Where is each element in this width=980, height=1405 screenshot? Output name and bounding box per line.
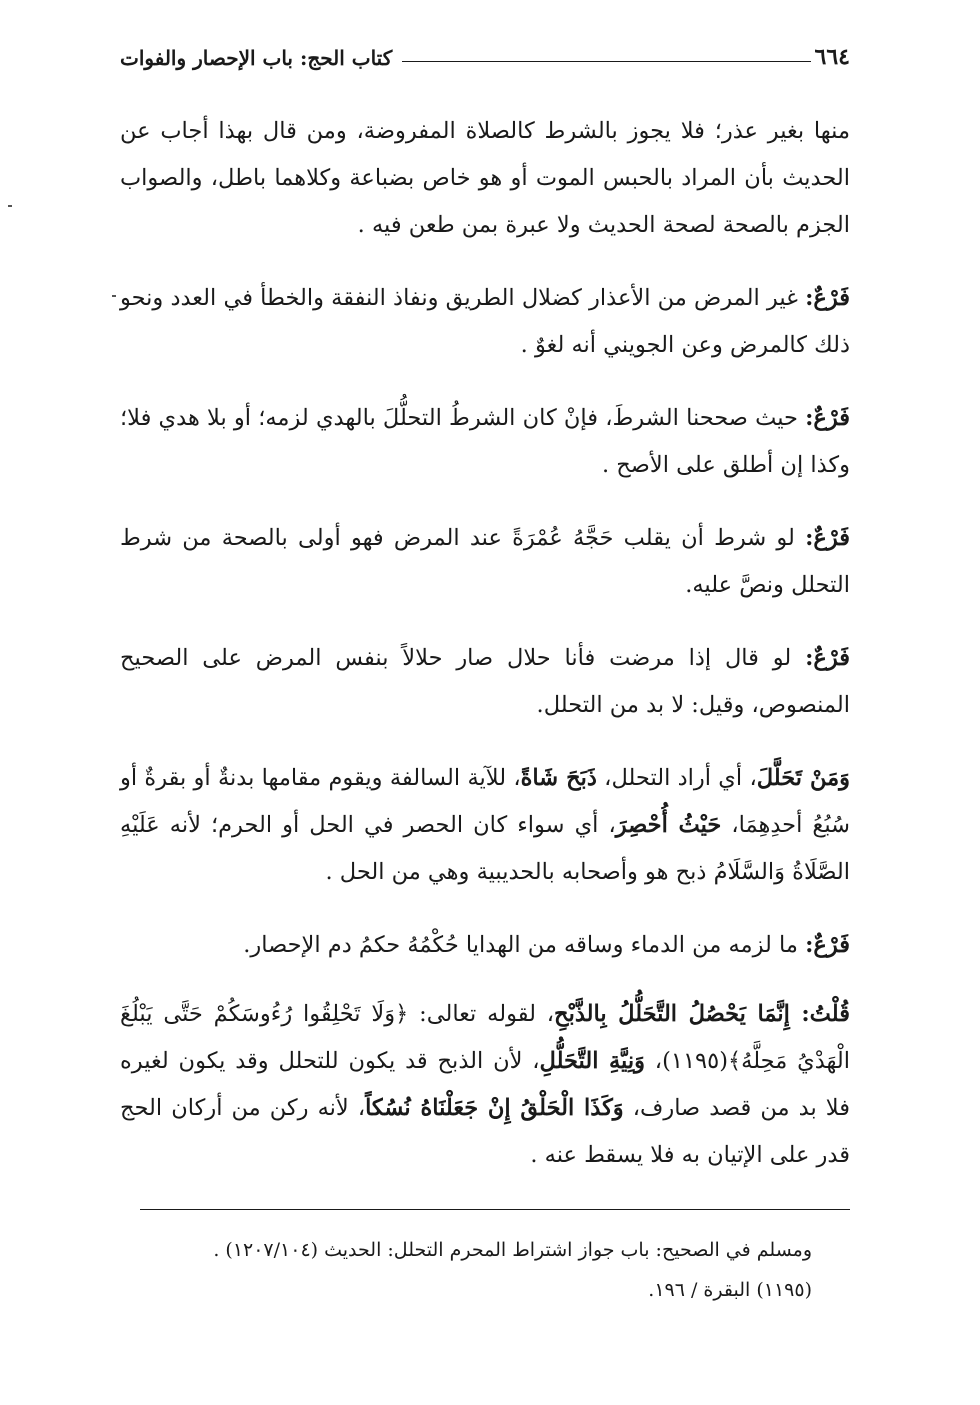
paragraph-text: غير المرض من الأعذار كضلال الطريق ونفاذ النفقة والخطأ في العدد ونحو ذلك كالمرض وعن الجويني أنه لغوٌ . <box>120 285 850 358</box>
far-label: فَرْعٌ: <box>805 405 850 431</box>
paragraph-text: حيث صححنا الشرطَ، فإنْ كان الشرطُ التحلُّلَ بالهدي لزمه؛ أو بلا هدي فلا؛ وكذا إن أطلق على الأصح . <box>120 405 850 478</box>
commentary-text: ، أي أراد التحلل، <box>596 765 757 791</box>
matn-text: وَنِيَّةِ التَّحَلُّلِ <box>539 1048 645 1074</box>
footnote-2: (١١٩٥) البقرة / ١٩٦. <box>648 1279 812 1301</box>
commentary-text: ، أي سواء كان الحصر في الحل أو الحرم؛ لأنه عَلَيْهِ الصَّلَاةُ وَالسَّلَامُ ذبح هو وأصحابه بالحديبية وهي من الحل . <box>120 812 850 885</box>
matn-text: وَكَذَا الْحَلْقُ إِنْ جَعَلْنَاهُ نُسُكاً <box>365 1095 624 1121</box>
qultu-paragraph <box>120 991 850 1179</box>
chapter-title: كتاب الحج: باب الإحصار والفوات <box>120 46 393 70</box>
far-label: فَرْعٌ: <box>805 645 850 671</box>
paragraph-1 <box>120 108 850 249</box>
far-label: فَرْعٌ: <box>805 932 850 958</box>
running-header <box>120 30 850 70</box>
far-paragraph-3 <box>120 395 850 489</box>
commentary-text: ، لأن الذبح قد يكون للتحلل وقد يكون لغيره فلا بد من قصد صارف، <box>120 1048 850 1121</box>
far-paragraph-last <box>120 922 850 969</box>
far-label: فَرْعٌ: <box>805 525 850 551</box>
matn-text: حَيْثُ أُحْصِرَ <box>615 812 722 838</box>
matn-paragraph <box>120 755 850 896</box>
far-label: فَرْعٌ: <box>805 285 850 311</box>
scan-speck <box>8 205 12 207</box>
commentary-text: ، لأنه ركن من أركان الحج قدر على الإتيان به فلا يسقط عنه . <box>120 1095 850 1168</box>
document-page <box>120 30 850 1310</box>
paragraph-text: لو شرط أن يقلب حَجَّهُ عُمْرَةً عند المرض فهو أولى بالصحة من شرط التحلل ونصَّ عليه. <box>120 525 850 598</box>
commentary-text: ، لقوله تعالى: ﴿وَلَا تَحْلِقُوا رُءُوسَكُمْ حَتَّى يَبْلُغَ الْهَدْيُ مَحِلَّهُ﴾(١١٩٥)، <box>120 1001 850 1074</box>
page-number: ٦٦٤ <box>814 44 850 70</box>
matn-text: ذَبَحَ شَاةً <box>520 765 597 791</box>
header-rule <box>402 61 810 62</box>
far-paragraph-2 <box>120 275 850 369</box>
paragraph-text: منها بغير عذر؛ فلا يجوز بالشرط كالصلاة المفروضة، ومن قال بهذا أجاب عن الحديث بأن المراد بالحبس الموت أو هو خاص بضباعة وكلاهما باطل، والصواب الجزم بالصحة لصحة الحديث ولا عبرة بمن طعن فيه . <box>120 118 850 238</box>
scan-speck <box>112 295 116 297</box>
matn-text: قُلْتُ: إِنَّمَا يَحْصُلُ التَّحَلُّلُ بِالذَّبْحِ <box>554 1001 850 1027</box>
footnote-separator <box>140 1209 850 1210</box>
far-paragraph-4 <box>120 515 850 609</box>
far-paragraph-5 <box>120 635 850 729</box>
commentary-text: ، للآية السالفة ويقوم مقامها بدنةٌ أو بقرةٌ أو سُبُعُ أحدِهِمَا، <box>120 765 850 838</box>
footnote-1: ومسلم في الصحيح: باب جواز اشتراط المحرم التحلل: الحديث (١٢٠٧/١٠٤) . <box>213 1239 812 1261</box>
paragraph-text: لو قال إذا مرضت فأنا حلال صار حلالاً بنفس المرض على الصحيح المنصوص، وقيل: لا بد من التحلل. <box>120 645 850 718</box>
matn-text: وَمَنْ تَحَلَّلَ <box>756 765 851 791</box>
paragraph-text: ما لزمه من الدماء وساقه من الهدايا حُكْمُهُ حكمُ دم الإحصار. <box>243 932 806 958</box>
